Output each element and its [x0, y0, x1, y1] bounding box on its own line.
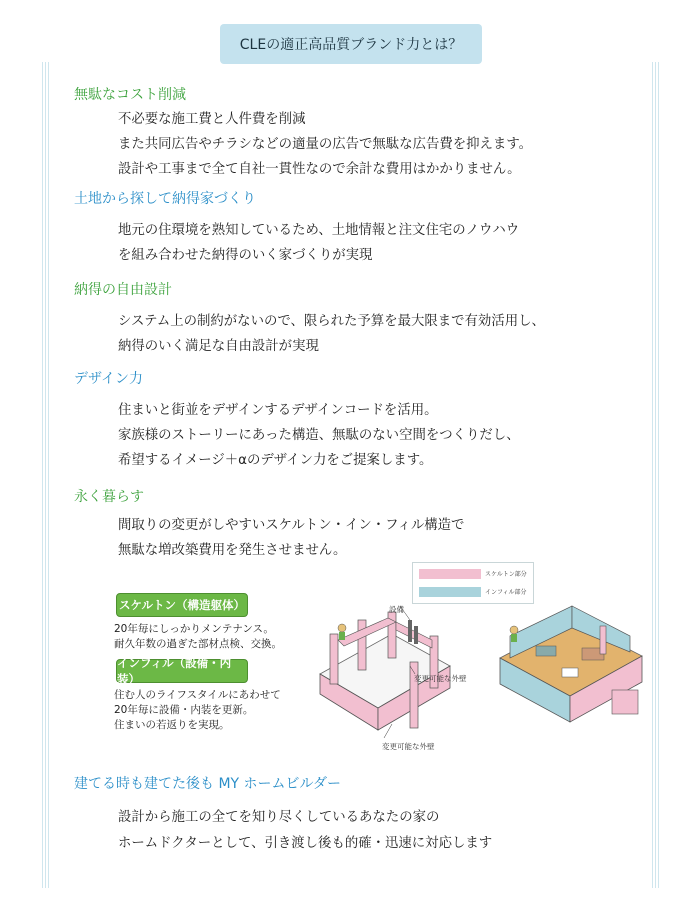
left-border-line-2 [45, 62, 46, 888]
section-line: ホームドクターとして、引き渡し後も的確・迅速に対応します [118, 836, 493, 851]
legend-label-infill: インフィル部分 [485, 589, 527, 596]
callout-inner-wall: 変更可能な外壁 [414, 674, 467, 683]
section-line: システム上の制約がないので、限られた予算を最大限まで有効活用し、 [118, 314, 545, 329]
section-line: 設計や工事まで全て自社一貫性なので余計な費用はかかりません。 [118, 162, 521, 177]
right-border-line-2 [655, 62, 656, 888]
section-line: 納得のいく満足な自由設計が実現 [118, 339, 319, 354]
section-heading-long-life: 永く暮らす [74, 489, 144, 505]
section-line: を組み合わせた納得のいく家づくりが実現 [118, 248, 373, 263]
legend-swatch-skeleton [419, 569, 481, 579]
callout-outer-wall: 変更可能な外壁 [382, 742, 435, 751]
infill-text: 住む人のライフスタイルにあわせて [114, 689, 281, 701]
section-line: 間取りの変更がしやすいスケルトン・イン・フィル構造で [118, 518, 465, 533]
section-heading-land: 土地から探して納得家づくり [74, 191, 256, 207]
page-title: CLEの適正高品質ブランド力とは？ [239, 37, 463, 53]
section-heading-design-free: 納得の自由設計 [74, 282, 172, 298]
section-heading-design-power: デザイン力 [74, 371, 144, 387]
page-title-box [220, 24, 482, 64]
legend-label-skeleton: スケルトン部分 [485, 571, 527, 578]
right-border-line-1 [652, 62, 653, 888]
skeleton-text: 20年毎にしっかりメンテナンス。 [114, 623, 274, 635]
skeleton-house-illustration [320, 606, 450, 738]
callout-equipment: 設備 [389, 605, 404, 614]
skeleton-label: スケルトン（構造躯体） [116, 593, 248, 617]
house-diagram [300, 596, 650, 756]
section-line: 地元の住環境を熟知しているため、土地情報と注文住宅のノウハウ [118, 223, 520, 238]
section-heading-cost: 無駄なコスト削減 [74, 87, 186, 103]
section-line: 無駄な増改築費用を発生させません。 [118, 543, 347, 558]
infill-label: インフィル（設備・内装） [116, 659, 248, 683]
section-line: 希望するイメージ＋αのデザイン力をご提案します。 [118, 453, 433, 468]
left-border-line-3 [48, 62, 49, 888]
infill-text: 住まいの若返りを実現。 [114, 719, 230, 731]
infill-house-illustration [500, 606, 642, 722]
right-border-line-3 [658, 62, 659, 888]
section-line: 設計から施工の全てを知り尽くしているあなたの家の [118, 810, 440, 825]
skeleton-text: 耐久年数の過ぎた部材点検、交換。 [114, 638, 282, 650]
section-heading-my-home-builder: 建てる時も建てた後も MY ホームビルダー [74, 776, 341, 792]
section-line: 家族様のストーリーにあった構造、無駄のない空間をつくりだし、 [118, 428, 520, 443]
section-line: 住まいと街並をデザインするデザインコードを活用。 [118, 403, 438, 418]
left-border-line-1 [42, 62, 43, 888]
section-line: 不必要な施工費と人件費を削減 [118, 112, 306, 127]
section-line: また共同広告やチラシなどの適量の広告で無駄な広告費を抑えます。 [118, 137, 533, 152]
infill-text: 20年毎に設備・内装を更新。 [114, 704, 254, 716]
